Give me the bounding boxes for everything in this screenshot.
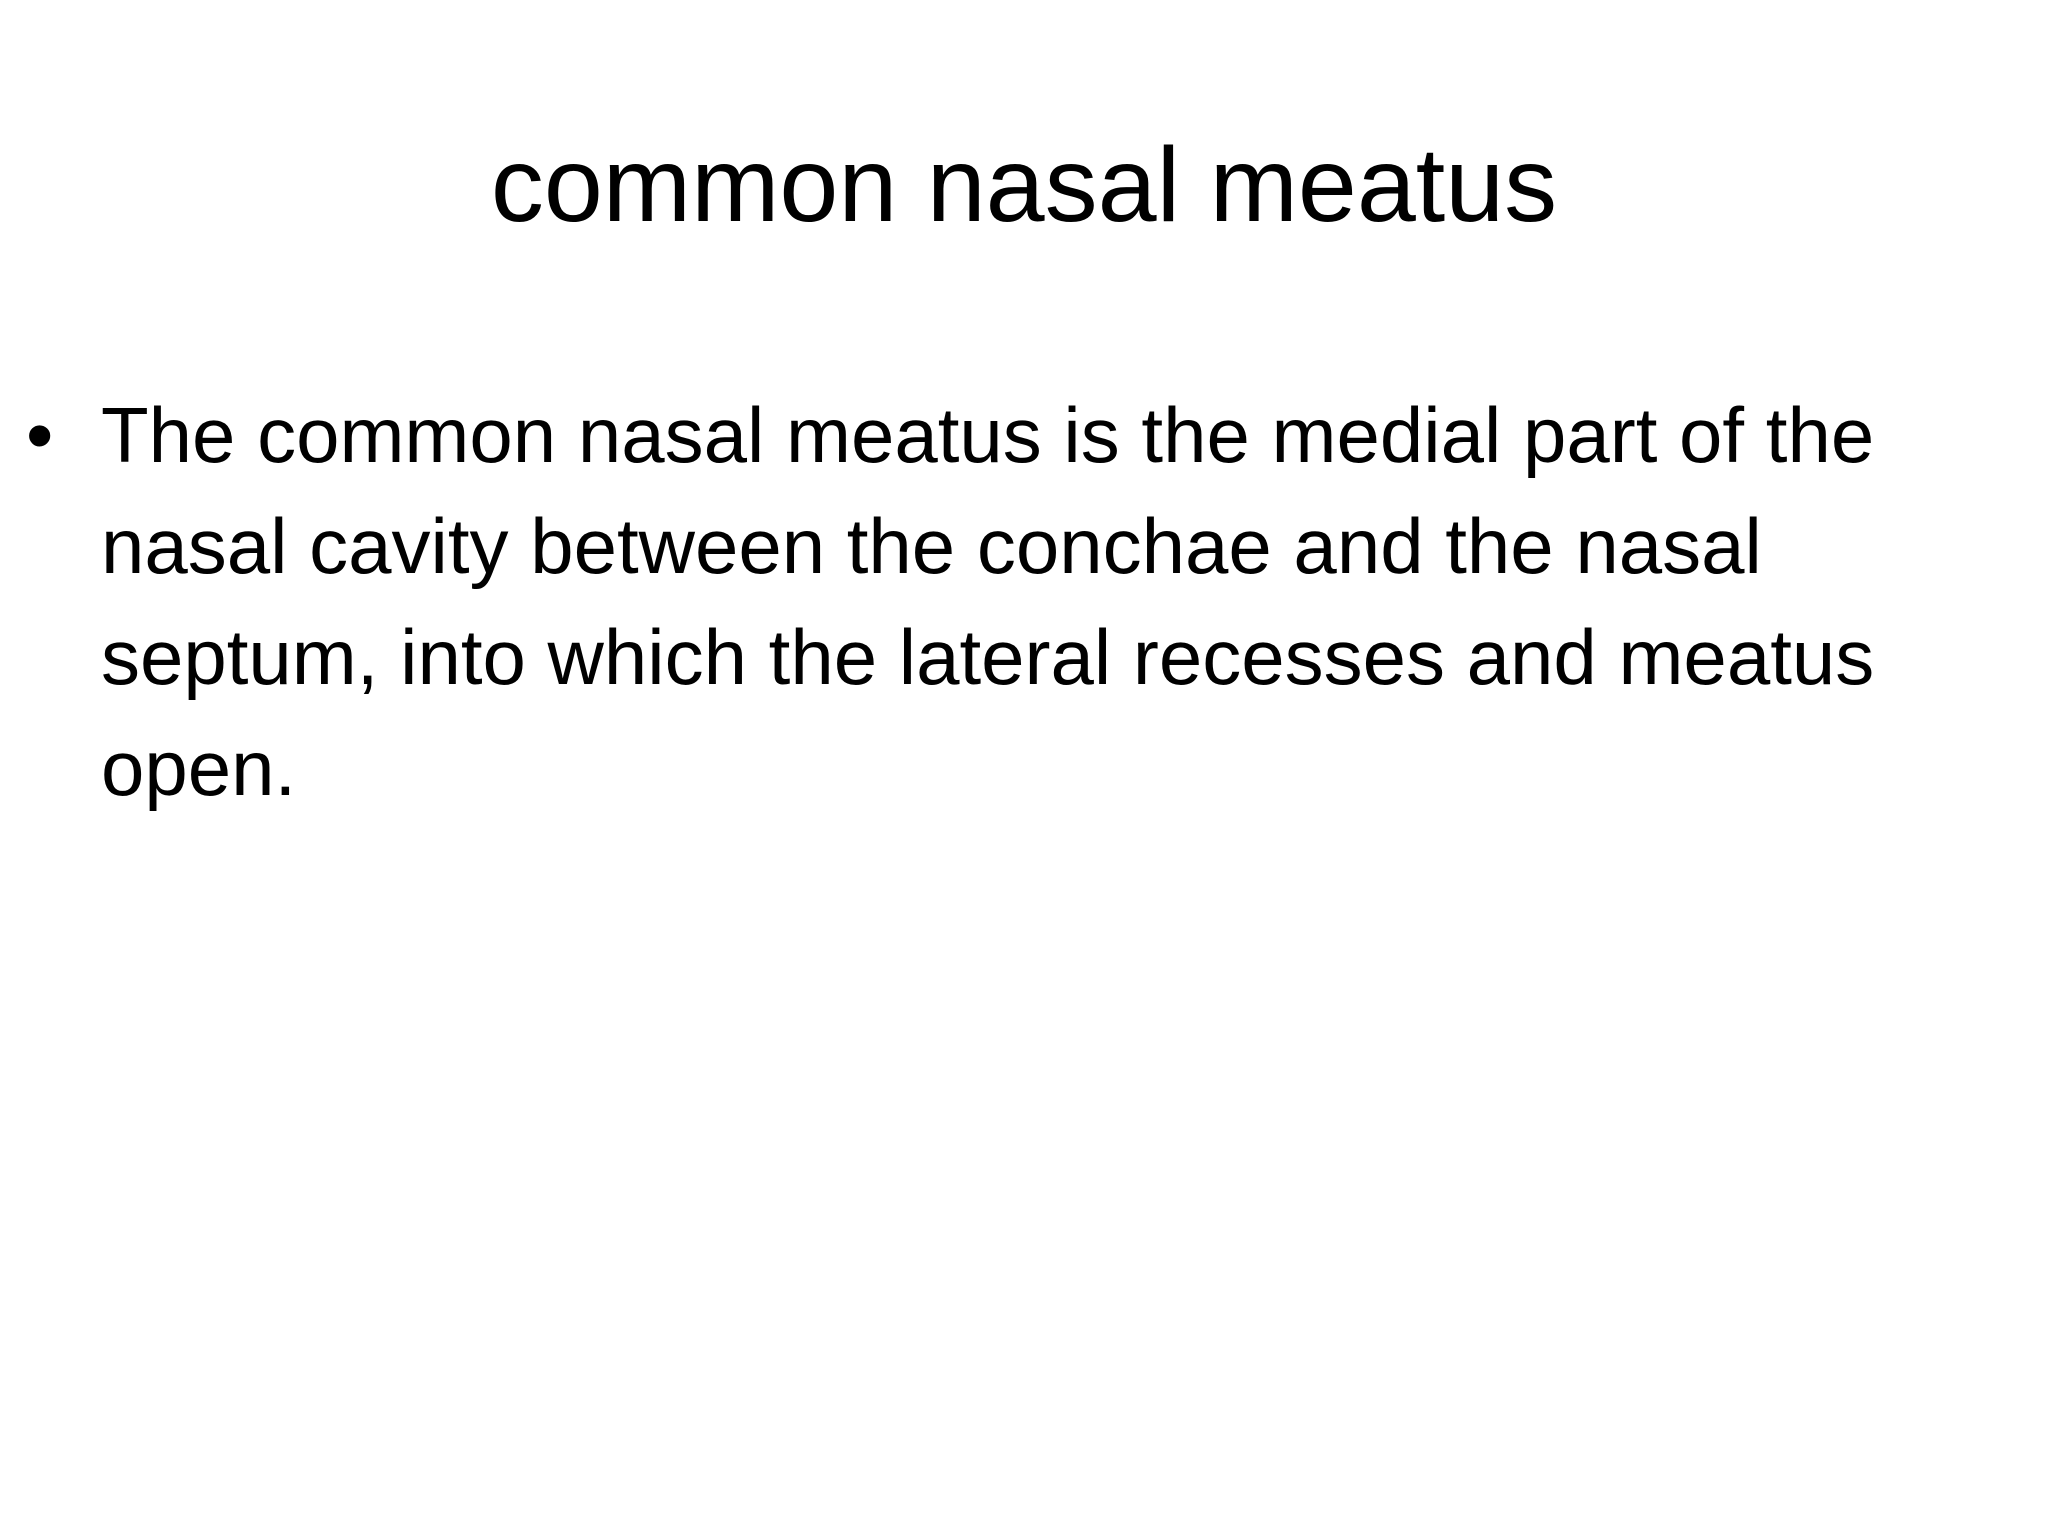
bullet-icon: •: [26, 391, 54, 479]
bullet-text: The common nasal meatus is the medial part of the nasal cavity between the conchae and the nasal septum, into which the lateral recesses and meatus open.: [101, 391, 1875, 812]
slide-title: common nasal meatus: [490, 126, 1558, 244]
bullet-list: [26, 380, 1956, 824]
bullet-item: [26, 380, 1956, 824]
